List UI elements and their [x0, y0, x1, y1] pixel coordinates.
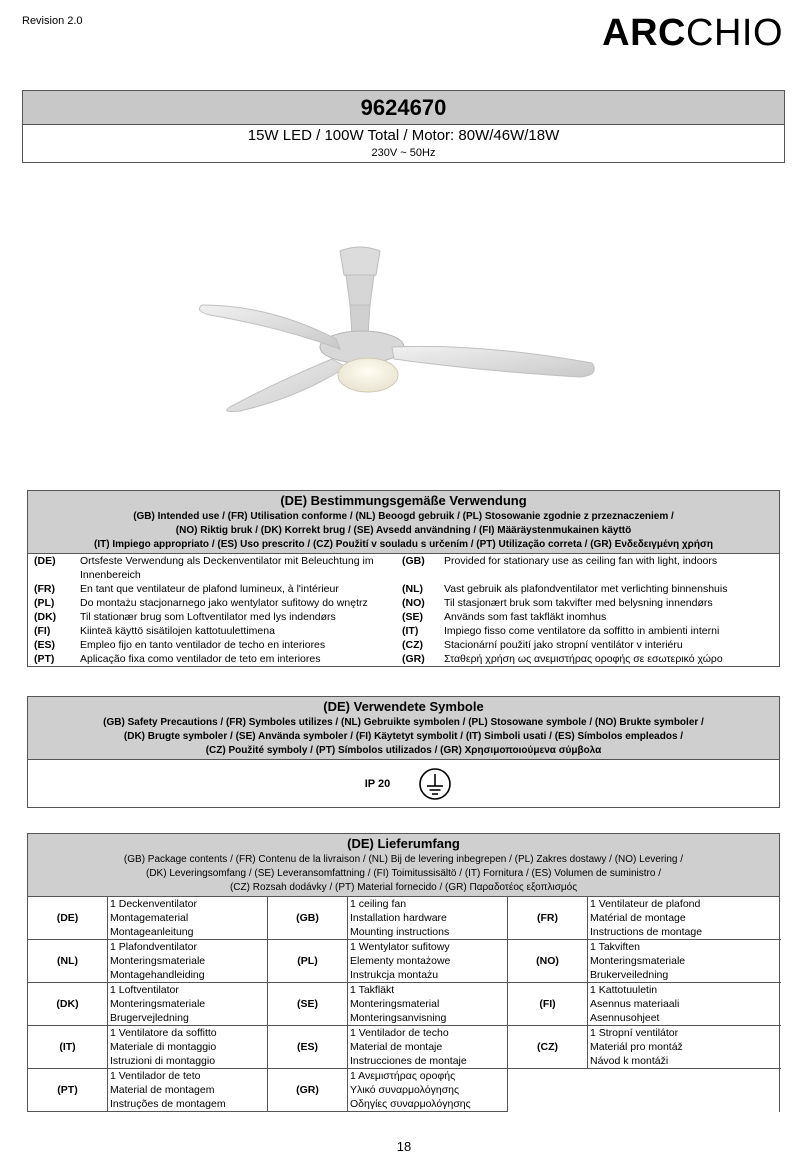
package-item: Οδηγίες συναρμολόγησης	[350, 1098, 471, 1110]
empty-cell	[508, 1069, 588, 1112]
package-item: Instrukcja montażu	[350, 969, 439, 981]
package-sub1: (GB) Package contents / (FR) Contenu de la livraison / (NL) Bij de levering inbegrepen / (PL) Zakres dostawy / (NO) Levering /	[123, 854, 684, 865]
package-sub2: (DK) Leveringsomfang / (SE) Leveransomfattning / (FI) Toimitussisältö / (IT) Fornitura / (ES) Volumen de suministro /	[146, 868, 661, 879]
language-code: (CZ)	[402, 639, 423, 651]
package-item: Materiál pro montáž	[590, 1041, 683, 1053]
package-item: Υλικό συναρμολόγησης	[350, 1084, 460, 1096]
package-items	[108, 940, 268, 983]
package-item: Material de montagem	[110, 1084, 215, 1096]
intended-use-sub3: (IT) Impiego appropriato / (ES) Uso prescrito / (CZ) Použití v souladu s určením / (PT) Utilização correta / (GR) Ενδεδειγμένη χρήση	[94, 539, 713, 550]
power-spec: 15W LED / 100W Total / Motor: 80W/46W/18W	[247, 127, 560, 144]
package-item: Montagehandleiding	[110, 969, 205, 981]
package-items	[348, 940, 508, 983]
package-item: Montagematerial	[110, 912, 189, 924]
package-item: Montageanleitung	[110, 926, 194, 938]
intended-use-sub1: (GB) Intended use / (FR) Utilisation conforme / (NL) Beoogd gebruik / (PL) Stosowanie zgodnie z przeznaczeniem /	[133, 511, 674, 522]
intended-use-text: Aplicação fixa como ventilador de teto em interiores	[80, 653, 321, 665]
package-header	[28, 834, 779, 897]
package-language-code: (DK)	[28, 983, 108, 1026]
package-item: Monteringsmaterial	[350, 998, 440, 1010]
package-language-code: (DE)	[28, 897, 108, 940]
language-code: (GB)	[402, 555, 425, 567]
package-item: 1 Wentylator sufitowy	[350, 941, 450, 953]
language-code: (DE)	[34, 555, 56, 567]
package-language-code: (FR)	[508, 897, 588, 940]
package-item: 1 Ventilador de teto	[110, 1070, 201, 1082]
symbols-title: (DE) Verwendete Symbole	[323, 699, 484, 714]
package-item: 1 Deckenventilator	[110, 898, 197, 910]
package-items	[588, 940, 781, 983]
voltage-spec: 230V ~ 50Hz	[371, 147, 436, 159]
package-language-code: (ES)	[268, 1026, 348, 1069]
package-language-code: (PT)	[28, 1069, 108, 1112]
package-items	[108, 897, 268, 940]
package-items	[108, 983, 268, 1026]
intended-use-text: Vast gebruik als plafondventilator met verlichting binnenshuis	[444, 583, 728, 595]
empty-cell	[588, 1069, 781, 1112]
package-language-code: (NO)	[508, 940, 588, 983]
intended-use-text: Kiinteä käyttö sisätilojen kattotuulettimena	[80, 625, 275, 637]
package-sub3: (CZ) Rozsah dodávky / (PT) Material fornecido / (GR) Παραδοτέος εξοπλισμός	[229, 882, 578, 893]
page-number: 18	[396, 1139, 412, 1154]
package-item: Mounting instructions	[350, 926, 450, 938]
package-language-code: (NL)	[28, 940, 108, 983]
intended-use-text: Til stationær brug som Loftventilator med lys indendørs	[80, 611, 336, 623]
product-header	[22, 90, 785, 163]
brand-logo-light: CHIO	[686, 12, 783, 54]
language-code: (PT)	[34, 653, 55, 665]
intended-use-text: Til stasjonært bruk som takvifter med belysning innendørs	[444, 597, 713, 609]
symbols-sub1: (GB) Safety Precautions / (FR) Symboles utilizes / (NL) Gebruikte symbolen / (PL) Stosowane symbole / (NO) Brukte symboler /	[103, 717, 704, 728]
package-item: Asennusohjeet	[590, 1012, 660, 1024]
protective-earth-icon	[418, 767, 452, 801]
package-items	[348, 1069, 508, 1112]
package-item: Instructions de montage	[590, 926, 703, 938]
ceiling-fan-illustration	[180, 235, 610, 425]
package-item: Material de montaje	[350, 1041, 443, 1053]
package-items	[108, 1026, 268, 1069]
intended-use-text: En tant que ventilateur de plafond lumineux, à l'intérieur	[80, 583, 339, 595]
package-item: Matérial de montage	[590, 912, 686, 924]
package-language-code: (IT)	[28, 1026, 108, 1069]
intended-use-list	[28, 554, 779, 666]
intended-use-text: Provided for stationary use as ceiling fan with light, indoors	[444, 555, 718, 567]
intended-use-section	[27, 490, 780, 667]
package-language-code: (PL)	[268, 940, 348, 983]
package-item: Elementy montażowe	[350, 955, 451, 967]
language-code: (ES)	[34, 639, 55, 651]
language-code: (IT)	[402, 625, 419, 637]
package-title: (DE) Lieferumfang	[347, 836, 460, 851]
package-item: 1 Ventilatore da soffitto	[110, 1027, 217, 1039]
ip-rating: IP 20	[364, 777, 391, 790]
brand-logo	[602, 14, 783, 52]
package-items	[348, 1026, 508, 1069]
package-item: Monteringsmateriale	[590, 955, 686, 967]
intended-use-text: Do montażu stacjonarnego jako wentylator sufitowy do wnętrz	[80, 597, 368, 609]
language-code: (PL)	[34, 597, 55, 609]
intended-use-text: Σταθερή χρήση ως ανεμιστήρας οροφής σε εσωτερικό χώρο	[444, 653, 723, 665]
symbols-header	[28, 697, 779, 760]
language-code: (GR)	[402, 653, 425, 665]
package-items	[588, 897, 781, 940]
language-code: (FI)	[34, 625, 51, 637]
language-code: (SE)	[402, 611, 423, 623]
package-item: 1 Kattotuuletin	[590, 984, 658, 996]
intended-use-title: (DE) Bestimmungsgemäße Verwendung	[280, 493, 527, 508]
symbols-sub2: (DK) Brugte symboler / (SE) Använda symboler / (FI) Käytetyt symbolit / (IT) Simboli usati / (ES) Símbolos empleados /	[123, 731, 684, 742]
package-item: 1 Takfläkt	[350, 984, 395, 996]
brand-logo-bold: ARC	[602, 12, 686, 54]
model-number: 9624670	[23, 91, 784, 125]
package-language-code: (SE)	[268, 983, 348, 1026]
package-item: Návod k montáži	[590, 1055, 669, 1067]
package-item: 1 Loftventilator	[110, 984, 179, 996]
package-item: 1 Ventilador de techo	[350, 1027, 449, 1039]
symbols-sub3: (CZ) Použité symboly / (PT) Símbolos utilizados / (GR) Χρησιμοποιούμενα σύμβολα	[205, 745, 602, 756]
package-item: Instrucciones de montaje	[350, 1055, 467, 1067]
package-items	[348, 983, 508, 1026]
package-item: Istruzioni di montaggio	[110, 1055, 216, 1067]
package-item: 1 Stropní ventilátor	[590, 1027, 679, 1039]
package-item: Materiale di montaggio	[110, 1041, 217, 1053]
package-item: Monteringsanvisning	[350, 1012, 447, 1024]
intended-use-text: Används som fast takfläkt inomhus	[444, 611, 607, 623]
package-item: Brugervejledning	[110, 1012, 189, 1024]
package-item: 1 Plafondventilator	[110, 941, 197, 953]
package-language-code: (FI)	[508, 983, 588, 1026]
intended-use-header	[28, 491, 779, 554]
package-language-code: (GR)	[268, 1069, 348, 1112]
package-language-code: (GB)	[268, 897, 348, 940]
intended-use-text: Impiego fisso come ventilatore da soffitto in ambienti interni	[444, 625, 720, 637]
package-section	[27, 833, 780, 1112]
intended-use-sub2: (NO) Riktig bruk / (DK) Korrekt brug / (SE) Avsedd användning / (FI) Määräystenmukainen käyttö	[175, 525, 632, 536]
intended-use-text: Empleo fijo en tanto ventilador de techo en interiores	[80, 639, 326, 651]
symbols-section	[27, 696, 780, 808]
package-item: 1 ceiling fan	[350, 898, 407, 910]
package-item: 1 Takviften	[590, 941, 641, 953]
package-item: Asennus materiaali	[590, 998, 680, 1010]
package-item: Instruções de montagem	[110, 1098, 226, 1110]
intended-use-text: Ortsfeste Verwendung als Deckenventilator mit Beleuchtung im Innenbereich	[80, 555, 374, 581]
symbols-body	[28, 760, 779, 807]
package-items	[348, 897, 508, 940]
package-items	[588, 983, 781, 1026]
language-code: (DK)	[34, 611, 57, 623]
package-item: Monteringsmateriale	[110, 955, 206, 967]
language-code: (FR)	[34, 583, 55, 595]
package-items	[108, 1069, 268, 1112]
package-item: Monteringsmateriale	[110, 998, 206, 1010]
intended-use-text: Stacionární použití jako stropní ventilátor v interiéru	[444, 639, 683, 651]
package-items	[588, 1026, 781, 1069]
revision-label: Revision 2.0	[22, 15, 83, 27]
package-language-code: (CZ)	[508, 1026, 588, 1069]
package-item: Brukerveiledning	[590, 969, 669, 981]
package-item: 1 Ανεμιστήρας οροφής	[350, 1070, 456, 1082]
language-code: (NO)	[402, 597, 425, 609]
package-table	[28, 897, 779, 1112]
package-item: Installation hardware	[350, 912, 447, 924]
language-code: (NL)	[402, 583, 423, 595]
package-item: 1 Ventilateur de plafond	[590, 898, 701, 910]
